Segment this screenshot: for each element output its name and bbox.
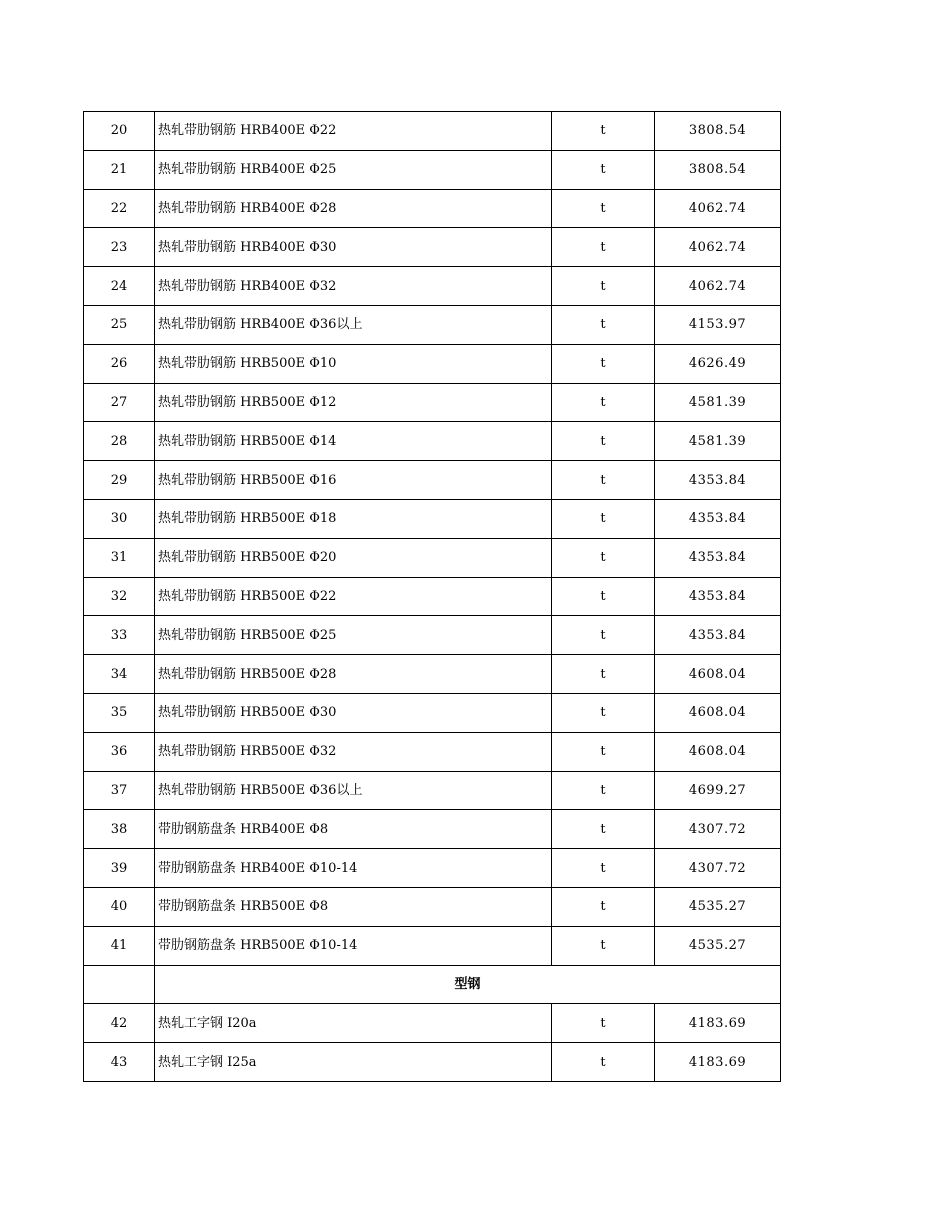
table-row xyxy=(84,1043,781,1082)
unit-cell: t xyxy=(552,732,655,771)
unit-cell: t xyxy=(552,926,655,965)
material-name-cell: 带肋钢筋盘条 HRB500E Φ8 xyxy=(155,887,552,926)
row-number-cell: 32 xyxy=(84,577,155,616)
material-name-cell: 热轧带肋钢筋 HRB500E Φ30 xyxy=(155,693,552,732)
price-cell: 4353.84 xyxy=(655,538,781,577)
table-row xyxy=(84,771,781,810)
unit-cell: t xyxy=(552,887,655,926)
table-row xyxy=(84,926,781,965)
row-number-cell: 38 xyxy=(84,810,155,849)
row-number-cell: 39 xyxy=(84,849,155,888)
unit-cell: t xyxy=(552,693,655,732)
row-number-cell: 31 xyxy=(84,538,155,577)
unit-cell: t xyxy=(552,305,655,344)
row-number-cell: 40 xyxy=(84,887,155,926)
unit-cell: t xyxy=(552,810,655,849)
table-row xyxy=(84,422,781,461)
material-name-cell: 热轧带肋钢筋 HRB500E Φ32 xyxy=(155,732,552,771)
table-row xyxy=(84,849,781,888)
table-row xyxy=(84,112,781,151)
row-number-cell: 42 xyxy=(84,1004,155,1043)
table-row xyxy=(84,616,781,655)
price-sheet xyxy=(83,111,781,1082)
price-cell: 4581.39 xyxy=(655,422,781,461)
price-cell: 4307.72 xyxy=(655,849,781,888)
row-number-cell: 21 xyxy=(84,150,155,189)
table-row xyxy=(84,1004,781,1043)
row-number-cell: 24 xyxy=(84,267,155,306)
material-name-cell: 热轧带肋钢筋 HRB500E Φ20 xyxy=(155,538,552,577)
price-cell: 4535.27 xyxy=(655,926,781,965)
row-number-cell: 36 xyxy=(84,732,155,771)
price-cell: 4183.69 xyxy=(655,1004,781,1043)
material-name-cell: 带肋钢筋盘条 HRB500E Φ10-14 xyxy=(155,926,552,965)
row-number-cell: 35 xyxy=(84,693,155,732)
material-name-cell: 热轧带肋钢筋 HRB500E Φ25 xyxy=(155,616,552,655)
row-number-cell: 29 xyxy=(84,461,155,500)
price-cell: 3808.54 xyxy=(655,150,781,189)
table-row xyxy=(84,344,781,383)
material-name-cell: 热轧带肋钢筋 HRB500E Φ22 xyxy=(155,577,552,616)
unit-cell: t xyxy=(552,422,655,461)
unit-cell: t xyxy=(552,538,655,577)
price-cell: 4062.74 xyxy=(655,228,781,267)
table-row xyxy=(84,228,781,267)
row-number-cell: 26 xyxy=(84,344,155,383)
price-cell: 4353.84 xyxy=(655,577,781,616)
table-row xyxy=(84,150,781,189)
table-row xyxy=(84,887,781,926)
unit-cell: t xyxy=(552,344,655,383)
row-number-cell: 25 xyxy=(84,305,155,344)
row-number-cell: 22 xyxy=(84,189,155,228)
material-name-cell: 热轧带肋钢筋 HRB400E Φ22 xyxy=(155,112,552,151)
unit-cell: t xyxy=(552,189,655,228)
table-row xyxy=(84,499,781,538)
row-number-cell: 30 xyxy=(84,499,155,538)
table-row xyxy=(84,189,781,228)
price-cell: 4062.74 xyxy=(655,267,781,306)
unit-cell: t xyxy=(552,150,655,189)
unit-cell: t xyxy=(552,228,655,267)
price-cell: 4626.49 xyxy=(655,344,781,383)
row-number-cell: 41 xyxy=(84,926,155,965)
table-row xyxy=(84,267,781,306)
material-name-cell: 热轧带肋钢筋 HRB500E Φ12 xyxy=(155,383,552,422)
material-name-cell: 热轧带肋钢筋 HRB500E Φ14 xyxy=(155,422,552,461)
material-name-cell: 热轧带肋钢筋 HRB400E Φ28 xyxy=(155,189,552,228)
unit-cell: t xyxy=(552,383,655,422)
unit-cell: t xyxy=(552,577,655,616)
material-name-cell: 热轧带肋钢筋 HRB400E Φ36以上 xyxy=(155,305,552,344)
unit-cell: t xyxy=(552,771,655,810)
unit-cell: t xyxy=(552,1043,655,1082)
table-row xyxy=(84,655,781,694)
unit-cell: t xyxy=(552,112,655,151)
material-name-cell: 热轧工字钢 I20a xyxy=(155,1004,552,1043)
section-header-row xyxy=(84,965,781,1004)
material-price-table xyxy=(83,111,781,1082)
material-name-cell: 热轧带肋钢筋 HRB500E Φ18 xyxy=(155,499,552,538)
price-cell: 4608.04 xyxy=(655,732,781,771)
price-cell: 4699.27 xyxy=(655,771,781,810)
price-cell: 4608.04 xyxy=(655,655,781,694)
price-cell: 4062.74 xyxy=(655,189,781,228)
price-cell: 4353.84 xyxy=(655,616,781,655)
price-cell: 4353.84 xyxy=(655,499,781,538)
material-name-cell: 热轧带肋钢筋 HRB400E Φ25 xyxy=(155,150,552,189)
price-cell: 4608.04 xyxy=(655,693,781,732)
section-title-cell: 型钢 xyxy=(155,965,781,1004)
price-cell: 4535.27 xyxy=(655,887,781,926)
price-cell: 4307.72 xyxy=(655,810,781,849)
price-cell: 4353.84 xyxy=(655,461,781,500)
unit-cell: t xyxy=(552,655,655,694)
unit-cell: t xyxy=(552,499,655,538)
material-name-cell: 热轧带肋钢筋 HRB500E Φ36以上 xyxy=(155,771,552,810)
table-row xyxy=(84,810,781,849)
material-name-cell: 热轧带肋钢筋 HRB500E Φ16 xyxy=(155,461,552,500)
table-row xyxy=(84,461,781,500)
price-cell: 4153.97 xyxy=(655,305,781,344)
row-number-cell: 43 xyxy=(84,1043,155,1082)
table-body xyxy=(84,112,781,1082)
table-row xyxy=(84,577,781,616)
row-number-cell: 28 xyxy=(84,422,155,461)
material-name-cell: 热轧工字钢 I25a xyxy=(155,1043,552,1082)
row-number-cell: 34 xyxy=(84,655,155,694)
price-cell: 3808.54 xyxy=(655,112,781,151)
price-cell: 4581.39 xyxy=(655,383,781,422)
price-cell: 4183.69 xyxy=(655,1043,781,1082)
table-row xyxy=(84,383,781,422)
table-row xyxy=(84,732,781,771)
table-row xyxy=(84,305,781,344)
material-name-cell: 带肋钢筋盘条 HRB400E Φ10-14 xyxy=(155,849,552,888)
material-name-cell: 热轧带肋钢筋 HRB400E Φ32 xyxy=(155,267,552,306)
row-number-cell xyxy=(84,965,155,1004)
row-number-cell: 23 xyxy=(84,228,155,267)
table-row xyxy=(84,693,781,732)
unit-cell: t xyxy=(552,267,655,306)
unit-cell: t xyxy=(552,1004,655,1043)
material-name-cell: 热轧带肋钢筋 HRB400E Φ30 xyxy=(155,228,552,267)
material-name-cell: 热轧带肋钢筋 HRB500E Φ28 xyxy=(155,655,552,694)
row-number-cell: 37 xyxy=(84,771,155,810)
unit-cell: t xyxy=(552,849,655,888)
material-name-cell: 热轧带肋钢筋 HRB500E Φ10 xyxy=(155,344,552,383)
unit-cell: t xyxy=(552,616,655,655)
material-name-cell: 带肋钢筋盘条 HRB400E Φ8 xyxy=(155,810,552,849)
table-row xyxy=(84,538,781,577)
unit-cell: t xyxy=(552,461,655,500)
row-number-cell: 27 xyxy=(84,383,155,422)
row-number-cell: 20 xyxy=(84,112,155,151)
row-number-cell: 33 xyxy=(84,616,155,655)
